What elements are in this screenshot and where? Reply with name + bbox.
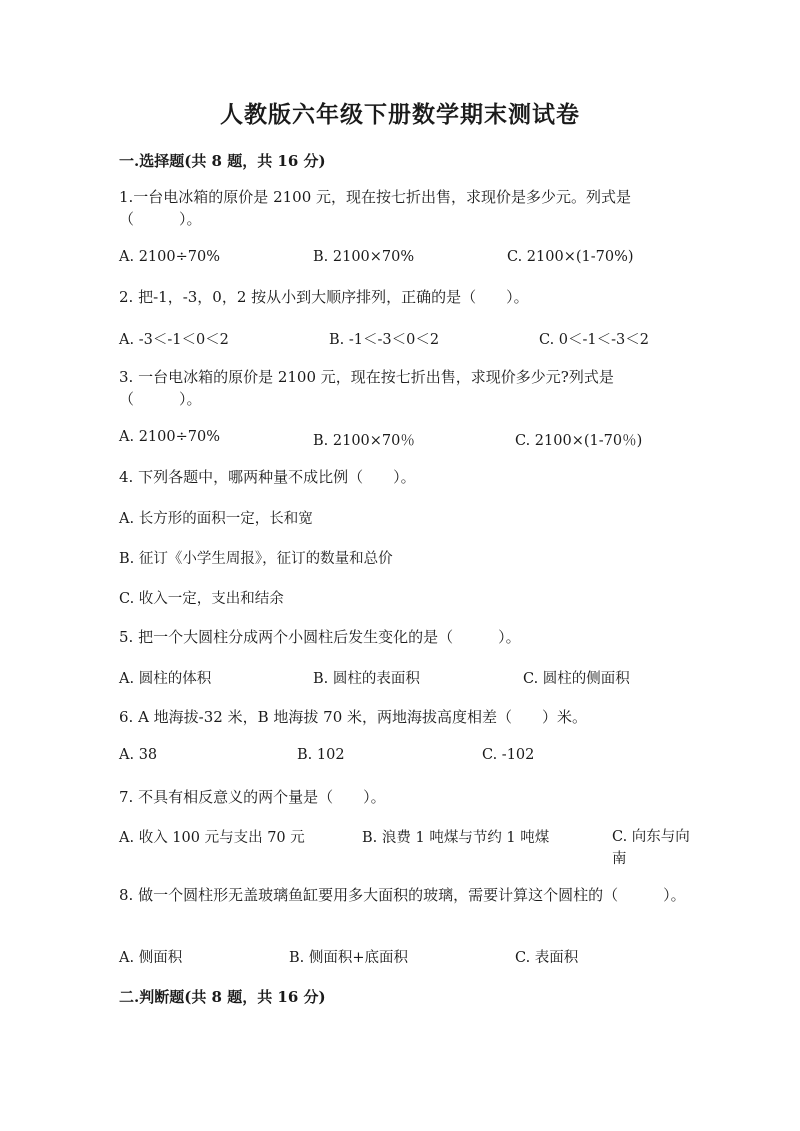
question-6: 6. A 地海拔-32 米，B 地海拔 70 米，两地海拔高度相差（ ）米。 xyxy=(119,708,588,726)
question-5: 5. 把一个大圆柱分成两个小圆柱后发生变化的是（ ）。 xyxy=(119,628,521,646)
q5-option-b: B. 圆柱的表面积 xyxy=(313,671,420,687)
q3-option-a: A. 2100÷70% xyxy=(119,429,220,445)
q2-option-c: C. 0＜-1＜-3＜2 xyxy=(539,332,649,348)
q3-option-b: B. 2100×70％ xyxy=(313,433,415,449)
q2-option-b: B. -1＜-3＜0＜2 xyxy=(329,332,440,348)
q1-option-b: B. 2100×70% xyxy=(313,249,415,265)
q1-option-a: A. 2100÷70% xyxy=(119,249,220,265)
question-3: 3. 一台电冰箱的原价是 2100 元，现在按七折出售，求现价多少元?列式是（ ）。 xyxy=(119,368,614,408)
section-heading-judgement: 二.判断题(共 8 题，共 16 分) xyxy=(119,988,326,1006)
q8-option-c: C. 表面积 xyxy=(515,950,579,966)
q3-option-c: C. 2100×(1-70％) xyxy=(515,433,643,449)
q8-option-a: A. 侧面积 xyxy=(119,950,183,966)
question-4: 4. 下列各题中，哪两种量不成比例（ ）。 xyxy=(119,468,416,486)
section-heading-choice: 一.选择题(共 8 题，共 16 分) xyxy=(119,152,326,170)
q6-option-c: C. -102 xyxy=(482,747,535,763)
q7-option-a: A. 收入 100 元与支出 70 元 xyxy=(119,830,305,846)
q2-option-a: A. -3＜-1＜0＜2 xyxy=(119,332,229,348)
q6-option-a: A. 38 xyxy=(119,747,158,763)
question-8: 8. 做一个圆柱形无盖玻璃鱼缸要用多大面积的玻璃，需要计算这个圆柱的（ ）。 xyxy=(119,886,686,904)
question-2: 2. 把-1，-3，0，2 按从小到大顺序排列，正确的是（ ）。 xyxy=(119,288,529,306)
q7-option-c: C. 向东与向南 xyxy=(612,829,690,867)
q5-option-a: A. 圆柱的体积 xyxy=(119,671,212,687)
q4-option-b: B. 征订《小学生周报》，征订的数量和总价 xyxy=(119,551,393,567)
q5-option-c: C. 圆柱的侧面积 xyxy=(523,671,630,687)
q7-option-b: B. 浪费 1 吨煤与节约 1 吨煤 xyxy=(362,830,550,846)
q8-option-b: B. 侧面积+底面积 xyxy=(289,950,409,966)
q6-option-b: B. 102 xyxy=(297,747,345,763)
q4-option-a: A. 长方形的面积一定，长和宽 xyxy=(119,511,313,527)
q1-option-c: C. 2100×(1-70%) xyxy=(507,249,634,265)
q4-option-c: C. 收入一定，支出和结余 xyxy=(119,591,284,607)
page-title: 人教版六年级下册数学期末测试卷 xyxy=(220,101,580,128)
question-7: 7. 不具有相反意义的两个量是（ ）。 xyxy=(119,788,386,806)
question-1: 1.一台电冰箱的原价是 2100 元，现在按七折出售，求现价是多少元。列式是（ ）。 xyxy=(119,188,632,228)
